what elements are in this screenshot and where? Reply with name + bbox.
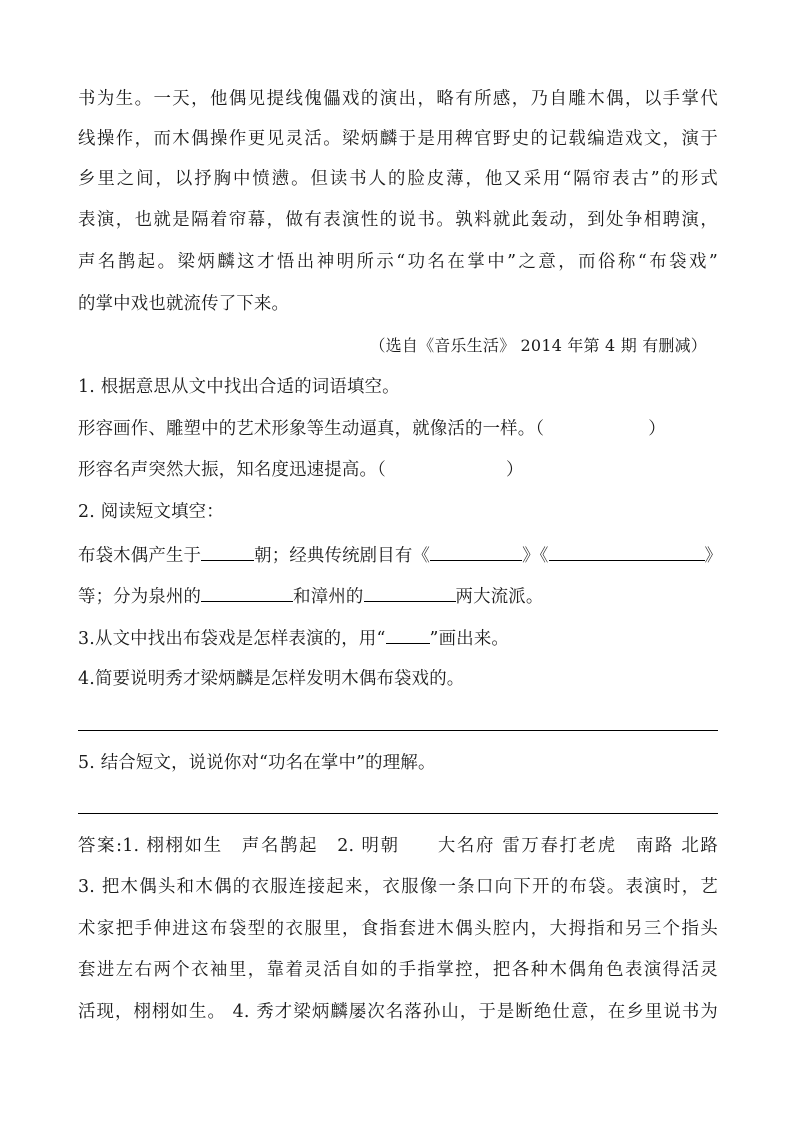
answer-line: 术家把手伸进这布袋型的衣服里，食指套进木偶头腔内，大拇指和另三个指头 — [78, 919, 718, 939]
passage-line: 书为生。一天，他偶见提线傀儡戏的演出，略有所感，乃自雕木偶，以手掌代 — [78, 89, 718, 109]
passage-line: 的掌中戏也就流传了下来。 — [78, 294, 290, 314]
question-2-text: 》《 — [522, 546, 549, 566]
answer-blank-quanzhou[interactable] — [201, 583, 293, 602]
answer-line-4[interactable] — [78, 730, 718, 731]
question-3-text: 3.从文中找出布袋戏是怎样表演的，用“ — [78, 629, 386, 649]
question-1b-text: 形容名声突然大振，知名度迅速提高。（ — [78, 460, 386, 480]
answer-blank-play-2[interactable] — [549, 542, 705, 561]
source-citation: （选自《音乐生活》 2014 年第 4 期 有删减） — [369, 336, 707, 355]
question-5: 5. 结合短文，说说你对“功名在掌中”的理解。 — [78, 753, 436, 773]
question-1a-text: 形容画作、雕塑中的艺术形象等生动逼真，就像活的一样。（ — [78, 419, 545, 439]
answer-blank-zhangzhou[interactable] — [364, 583, 456, 602]
question-3-text: ”画出来。 — [429, 629, 510, 649]
question-3 — [78, 625, 718, 651]
question-2-text: 和漳州的 — [293, 587, 364, 607]
question-1-title: 1. 根据意思从文中找出合适的词语填空。 — [78, 377, 400, 397]
question-2-line-2 — [78, 583, 718, 609]
answer-line-5[interactable] — [78, 813, 718, 814]
question-2-text: 》 — [704, 546, 723, 566]
question-2-text: 布袋木偶产生于 — [78, 546, 202, 566]
answer-line: 3. 把木偶头和木偶的衣服连接起来，衣服像一条口向下开的布袋。表演时，艺 — [78, 877, 718, 897]
question-1b — [78, 458, 718, 482]
passage-line: 线操作，而木偶操作更见灵活。梁炳麟于是用稗官野史的记载编造戏文，演于 — [78, 129, 718, 149]
answer-blank-play-1[interactable] — [430, 542, 522, 561]
passage-line: 乡里之间，以抒胸中愤懑。但读书人的脸皮薄，他又采用“隔帘表古”的形式 — [78, 169, 718, 189]
underline-sample — [386, 625, 430, 644]
close-paren: ） — [648, 419, 666, 439]
answer-line: 套进左右两个衣袖里，靠着灵活自如的手指掌控，把各种木偶角色表演得活灵 — [78, 960, 718, 980]
question-2-text: 两大流派。 — [455, 587, 544, 607]
question-2-title: 2. 阅读短文填空： — [78, 502, 224, 522]
close-paren: ） — [505, 460, 524, 480]
question-4: 4.简要说明秀才梁炳麟是怎样发明木偶布袋戏的。 — [78, 669, 465, 689]
question-1a — [78, 417, 718, 441]
answer-line: 活现，栩栩如生。 4. 秀才梁炳麟屡次名落孙山，于是断绝仕意，在乡里说书为 — [78, 1002, 718, 1022]
question-2-text: 等；分为泉州的 — [78, 587, 202, 607]
question-2-text: 朝；经典传统剧目有《 — [254, 546, 431, 566]
question-2-line-1 — [78, 542, 723, 568]
passage-line: 声名鹊起。梁炳麟这才悟出神明所示“功名在掌中”之意，而俗称“布袋戏” — [78, 252, 718, 272]
answer-blank-dynasty[interactable] — [201, 542, 254, 561]
answer-line: 答案:1. 栩栩如生 声名鹊起 2. 明朝 大名府 雷万春打老虎 南路 北路 — [78, 836, 718, 856]
passage-line: 表演，也就是隔着帘幕，做有表演性的说书。孰料就此轰动，到处争相聘演， — [78, 210, 718, 230]
